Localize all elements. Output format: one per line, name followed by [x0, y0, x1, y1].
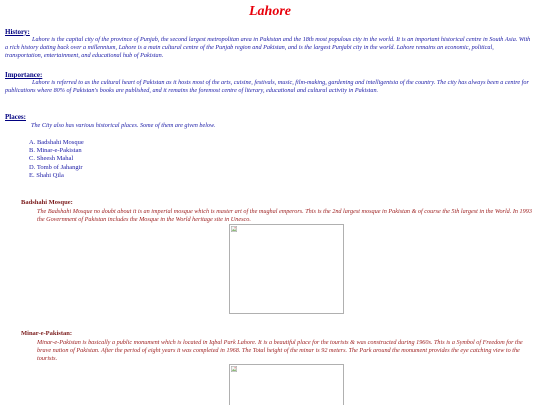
list-item: D. Tomb of Jahangir	[29, 163, 83, 171]
minar-heading: Minar-e-Pakistan:	[21, 330, 73, 337]
broken-image-icon	[231, 366, 237, 372]
places-heading: Places:	[5, 113, 26, 121]
list-item: C. Sheesh Mahal	[29, 155, 74, 163]
list-item: E. Shahi Qila	[29, 171, 64, 179]
importance-heading: Importance:	[5, 71, 43, 79]
list-item: A. Badshahi Mosque	[29, 139, 84, 146]
broken-image-icon	[231, 226, 237, 232]
places-intro: The City also has various historical places. Some of them are given below.	[31, 122, 216, 129]
list-item: B. Minar-e-Pakistan	[29, 147, 82, 155]
history-heading: History:	[5, 28, 30, 36]
minar-image	[229, 364, 344, 405]
badshahi-paragraph: The Badshahi Mosque no doubt about it is an imperial mosque which is master art of the mughal emperors. This is the 2nd largest mosque in Pakistan & of course the 5th largest in the World. In 1993 the Government of Pakistan includes the Mosque in the World heritage site in Unesco.	[37, 208, 532, 223]
history-paragraph: Lahore is the capital city of the province of Punjab, the second largest metropolitan area in Pakistan and the 18th most populous city in the world. It is an important historical centre in South Asia. With a rich history dating back over a millennium, Lahore is a main cultural centre of the Punjab region and Pakistan, and is the largest Punjabi city in the world. Lahore remains an economic, political, transportation, entertainment, and educational hub of Pakistan.	[5, 36, 531, 59]
page-title: Lahore	[249, 4, 291, 19]
badshahi-image	[229, 224, 344, 314]
places-list	[29, 139, 84, 180]
badshahi-heading: Badshahi Mosque:	[21, 199, 73, 206]
minar-paragraph: Minar-e-Pakistan is basically a public monument which is located in Iqbal Park Lahore. It is a beautiful place for the tourists & was constructed during 1960s. This is a Symbol of Freedom for the brave nation of Pakistan. After the period of eight years it was completed in 1968. The Total height of the minar is 92 meters. The Park around the monument provides the eye catching view to the tourists.	[37, 339, 523, 362]
importance-paragraph: Lahore is referred to as the cultural heart of Pakistan as it hosts most of the arts, cuisine, festivals, music, film-making, gardening and intelligentsia of the country. The city has always been a centre for publications where 80% of Pakistan's books are published, and it remains the foremost centre of literary, educational and cultural activity in Pakistan.	[5, 79, 529, 94]
